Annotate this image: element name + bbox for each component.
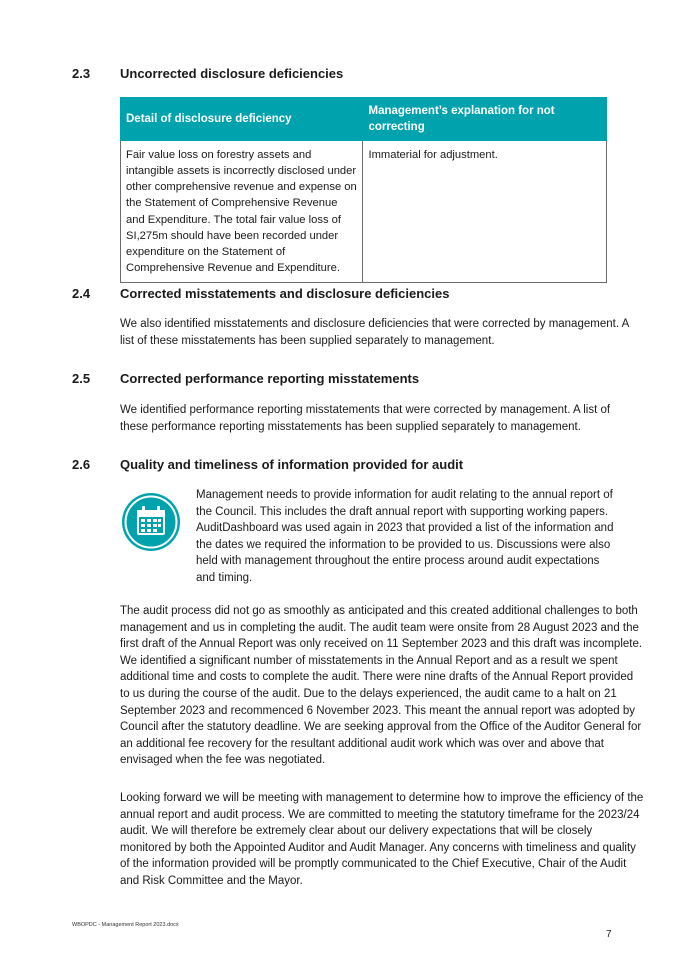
disclosure-deficiency-table — [120, 97, 607, 283]
page-number: 7 — [606, 929, 612, 940]
footer-document-name: WBOPDC - Management Report 2023.docx — [72, 922, 179, 928]
section-title-2-5: Corrected performance reporting misstatements — [120, 371, 420, 386]
table-header-row — [121, 98, 607, 141]
calendar-icon — [120, 491, 182, 553]
section-number-2-4: 2.4 — [72, 286, 91, 301]
column-header-explanation: Management’s explanation for not correcting — [363, 98, 607, 141]
section-2-6-intro: Management needs to provide information for audit relating to the annual report of the Council. This includes the draft annual report with supporting working papers. AuditDashboard was used again in 2023 that provided a list of the information and the dates we required the information to be provided to us. Discussions were also held with management throughout the entire process around audit expectations and timing. — [196, 489, 614, 584]
section-title-2-3: Uncorrected disclosure deficiencies — [120, 66, 344, 81]
section-number-2-3: 2.3 — [72, 66, 91, 81]
section-2-6-paragraph-2: Looking forward we will be meeting with management to determine how to improve the efficiency of the annual report and audit process. We are committed to meeting the statutory timeframe for the 2023/24 audit. We will therefore be extremely clear about our delivery expectations that will be closely monitored by both the Appointed Auditor and Audit Manager. Any concerns with timeliness and quality of the information provided will be promptly communicated to the Chief Executive, Chair of the Audit and Risk Committee and the Mayor. — [120, 792, 644, 887]
section-title-2-4: Corrected misstatements and disclosure deficiencies — [120, 286, 450, 301]
section-2-4-paragraph: We also identified misstatements and disclosure deficiencies that were corrected by management. A list of these misstatements has been supplied separately to management. — [120, 318, 629, 347]
section-title-2-6: Quality and timeliness of information provided for audit — [120, 457, 464, 472]
table-row — [121, 141, 607, 283]
table-cell-detail: Fair value loss on forestry assets and intangible assets is incorrectly disclosed under other comprehensive revenue and expense on the Statement of Comprehensive Revenue and Expenditure. The total fair value loss of SI,275m should have been recorded under expenditure on the Statement of Comprehensive Revenue and Expenditure. — [121, 141, 363, 283]
table-cell-explanation: Immaterial for adjustment. — [363, 141, 607, 283]
section-2-6-paragraph-1: The audit process did not go as smoothly as anticipated and this created additional challenges to both management and us in completing the audit. The audit team were onsite from 28 August 2023 and the first draft of the Annual Report was only received on 11 September 2023 and this draft was incomplete. We identified a significant number of misstatements in the Annual Report and as a result we spent additional time and costs to complete the audit. There were nine drafts of the Annual Report provided to us during the course of the audit. Due to the delays experienced, the audit came to a halt on 21 September 2023 and recommenced 6 November 2023. This meant the annual report was adopted by Council after the statutory deadline. We are seeking approval from the Office of the Auditor General for an additional fee recovery for the resultant additional audit work which was over and above that envisaged when the fee was negotiated. — [120, 605, 643, 767]
section-number-2-6: 2.6 — [72, 457, 91, 472]
section-number-2-5: 2.5 — [72, 371, 91, 386]
column-header-detail: Detail of disclosure deficiency — [121, 98, 363, 141]
section-2-5-paragraph: We identified performance reporting misstatements that were corrected by management. A list of these performance reporting misstatements has been supplied separately to management. — [120, 404, 611, 433]
